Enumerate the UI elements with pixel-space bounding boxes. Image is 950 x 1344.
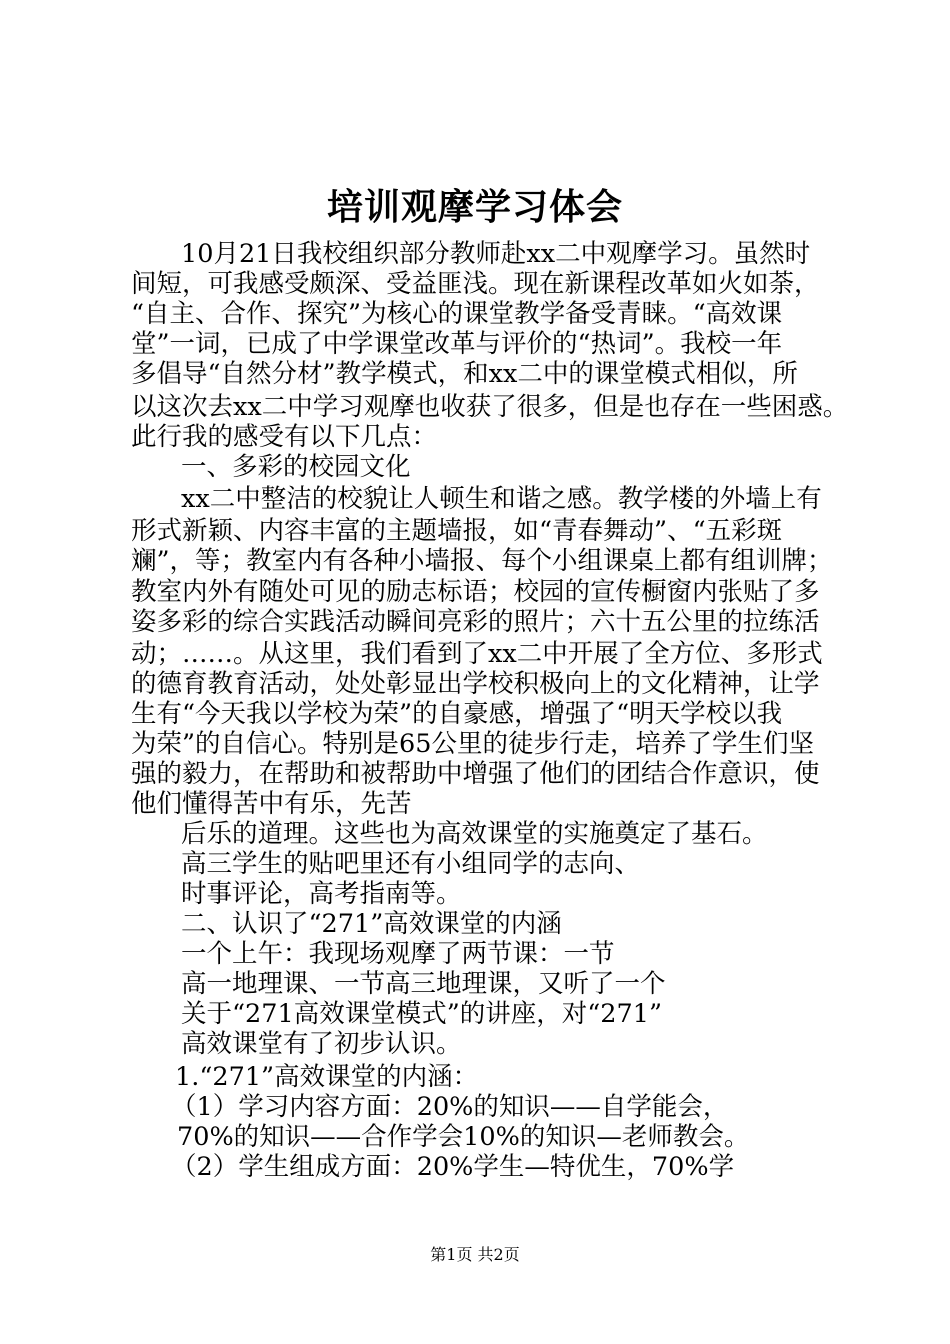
body-line: 关于“271高效课堂模式”的讲座，对“271” xyxy=(181,999,662,1029)
body-line: 后乐的道理。这些也为高效课堂的实施奠定了基石。 xyxy=(181,819,768,849)
body-line: 10月21日我校组织部分教师赴xx二中观摩学习。虽然时 xyxy=(181,239,811,269)
body-line: 他们懂得苦中有乐，先苦 xyxy=(131,789,412,819)
body-line: （2）学生组成方面：20%学生—特优生，70%学 xyxy=(171,1152,735,1182)
body-line: 1.“271”高效课堂的内涵： xyxy=(175,1062,479,1092)
body-line: 高效课堂有了初步认识。 xyxy=(181,1029,462,1059)
body-line: （1）学习内容方面：20%的知识——自学能会， xyxy=(171,1092,729,1122)
body-line: 动；……。从这里，我们看到了xx二中开展了全方位、多形式 xyxy=(131,639,823,669)
section-heading: 二、认识了“271”高效课堂的内涵 xyxy=(181,909,562,939)
body-line: 以这次去xx二中学习观摩也收获了很多，但是也存在一些困惑。 xyxy=(131,392,849,422)
section-heading: 一、多彩的校园文化 xyxy=(181,452,411,482)
body-line: 为荣”的自信心。特别是65公里的徒步行走，培养了学生们坚 xyxy=(131,729,814,759)
body-line: 一个上午：我现场观摩了两节课：一节 xyxy=(181,939,615,969)
body-line: 70%的知识——合作学会10%的知识—老师教会。 xyxy=(177,1122,750,1152)
body-line: 形式新颖、内容丰富的主题墙报，如“青春舞动”、“五彩斑 xyxy=(131,516,783,546)
body-line: 多倡导“自然分材”教学模式，和xx二中的课堂模式相似，所 xyxy=(131,359,798,389)
body-line: 姿多彩的综合实践活动瞬间亮彩的照片；六十五公里的拉练活 xyxy=(131,607,820,637)
body-line: 生有“今天我以学校为荣”的自豪感，增强了“明天学校以我 xyxy=(131,699,783,729)
body-line: 时事评论，高考指南等。 xyxy=(181,879,462,909)
body-line: 教室内外有随处可见的励志标语；校园的宣传橱窗内张贴了多 xyxy=(131,577,820,607)
body-line: 此行我的感受有以下几点： xyxy=(131,422,438,452)
document-title: 培训观摩学习体会 xyxy=(326,186,623,228)
body-line: “自主、合作、探究”为核心的课堂教学备受青睐。“高效课 xyxy=(131,299,783,329)
body-line: 斓”，等；教室内有各种小墙报、每个小组课桌上都有组训牌； xyxy=(131,546,833,576)
body-line: 的德育教育活动，处处彰显出学校积极向上的文化精神，让学 xyxy=(131,669,820,699)
body-line: 强的毅力，在帮助和被帮助中增强了他们的团结合作意识，使 xyxy=(131,759,820,789)
page-number-footer: 第1页 共2页 xyxy=(430,1245,520,1264)
body-line: 高一地理课、一节高三地理课，又听了一个 xyxy=(181,969,666,999)
body-line: 高三学生的贴吧里还有小组同学的志向、 xyxy=(181,849,641,879)
body-line: xx二中整洁的校貌让人顿生和谐之感。教学楼的外墙上有 xyxy=(181,484,822,514)
body-line: 堂”一词，已成了中学课堂改革与评价的“热词”。我校一年 xyxy=(131,329,783,359)
body-line: 间短，可我感受颇深、受益匪浅。现在新课程改革如火如荼， xyxy=(131,269,820,299)
